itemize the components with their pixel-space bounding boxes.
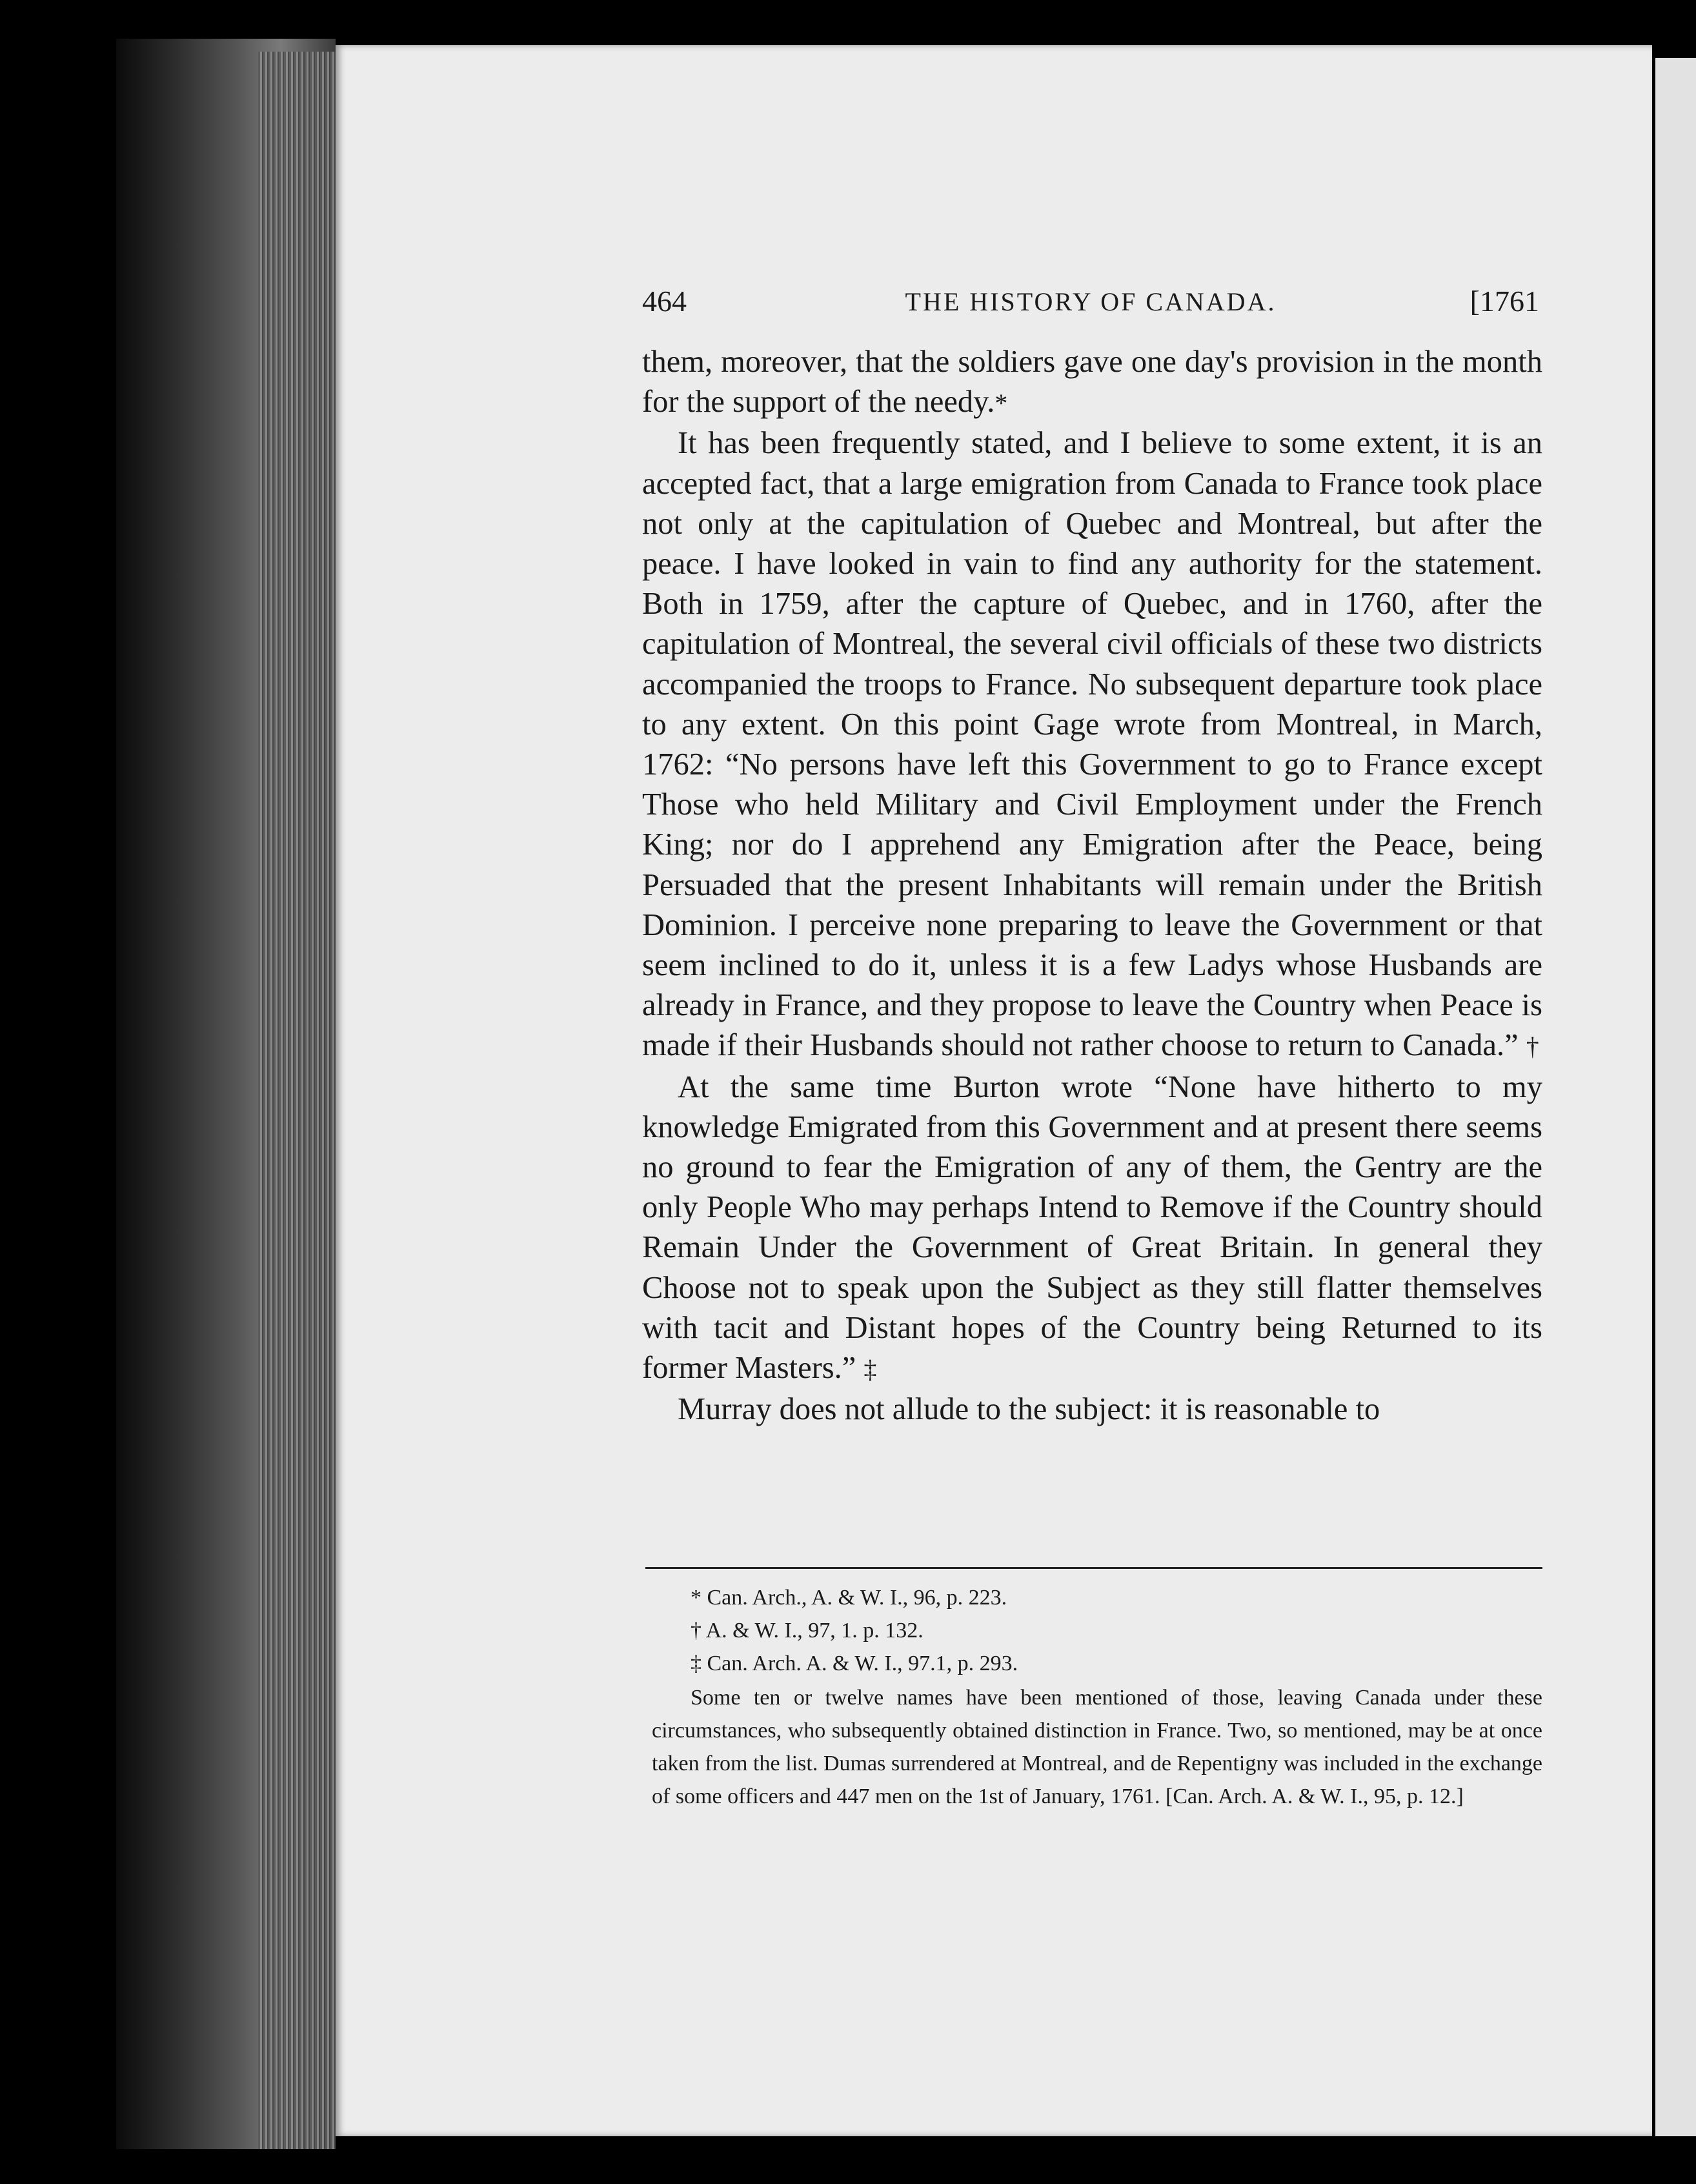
running-header: [642, 284, 1539, 329]
running-title: THE HISTORY OF CANADA.: [905, 287, 1277, 316]
footnote-mark-1: *: [994, 389, 1008, 418]
footnote-mark-3: ‡: [863, 1355, 877, 1384]
footnote-mark-2: †: [1526, 1032, 1539, 1062]
paragraph-1-text: them, moreover, that the soldiers gave one day's provision in the month for the support of the needy.: [642, 345, 1542, 420]
footnote-1: * Can. Arch., A. & W. I., 96, p. 223.: [691, 1586, 1007, 1610]
body-text: [642, 342, 1542, 1430]
footnote-divider: [645, 1567, 1542, 1569]
footnote-note: Some ten or twelve names have been mentioned of those, leaving Canada under these circumstances, who subsequently obtained distinction in France. Two, so mentioned, may be at once taken from the list. Dumas surrendered at Montreal, and de Repentigny was included in the exchange of some officers and 447 men on the 1st of January, 1761. [Can. Arch. A. & W. I., 95, p. 12.]: [652, 1686, 1542, 1808]
paragraph-3-text: At the same time Burton wrote “None have hitherto to my knowledge Emigrated from this Government and at present there seems no ground to fear the Emigration of any of them, the Gentry are the only People Who may perhaps Intend to Remove if the Country should Remain Under the Government of Great Britain. In general they Choose not to speak upon the Subject as they still flatter themselves with tacit and Distant hopes of the Country being Returned to its former Masters.”: [642, 1069, 1542, 1386]
paragraph-2: [642, 423, 1542, 1067]
footnotes: [652, 1581, 1542, 1813]
header-year: [1761: [1469, 285, 1539, 318]
paragraph-4: Murray does not allude to the subject: it is reasonable to: [678, 1392, 1380, 1427]
page-stack: [258, 52, 336, 2149]
footnote-3: ‡ Can. Arch. A. & W. I., 97.1, p. 293.: [691, 1652, 1018, 1675]
facing-page-edge: [1655, 58, 1696, 2136]
footnote-2: † A. & W. I., 97, 1. p. 132.: [691, 1619, 924, 1643]
page-number: 464: [642, 285, 687, 318]
paragraph-1: [642, 342, 1542, 423]
paragraph-2-text: It has been frequently stated, and I believe to some extent, it is an accepted fact, that a large emigration from Canada to France took place not only at the capitulation of Quebec and Montreal, but after the peace. I have looked in vain to find any authority for the statement. Both in 1759, after the capture of Quebec, and in 1760, after the capitulation of Montreal, the several civil officials of these two districts accompanied the troops to France. No subsequent departure took place to any extent. On this point Gage wrote from Montreal, in March, 1762: “No persons have left this Government to go to France except Those who held Military and Civil Employment under the French King; nor do I apprehend any Emigration after the Peace, being Persuaded that the present Inhabitants will remain under the British Dominion. I perceive none preparing to leave the Government or that seem inclined to do it, unless it is a few Ladys whose Husbands are already in France, and they propose to leave the Country when Peace is made if their Husbands should not rather choose to return to Canada.”: [642, 426, 1542, 1063]
paragraph-3: [642, 1067, 1542, 1390]
